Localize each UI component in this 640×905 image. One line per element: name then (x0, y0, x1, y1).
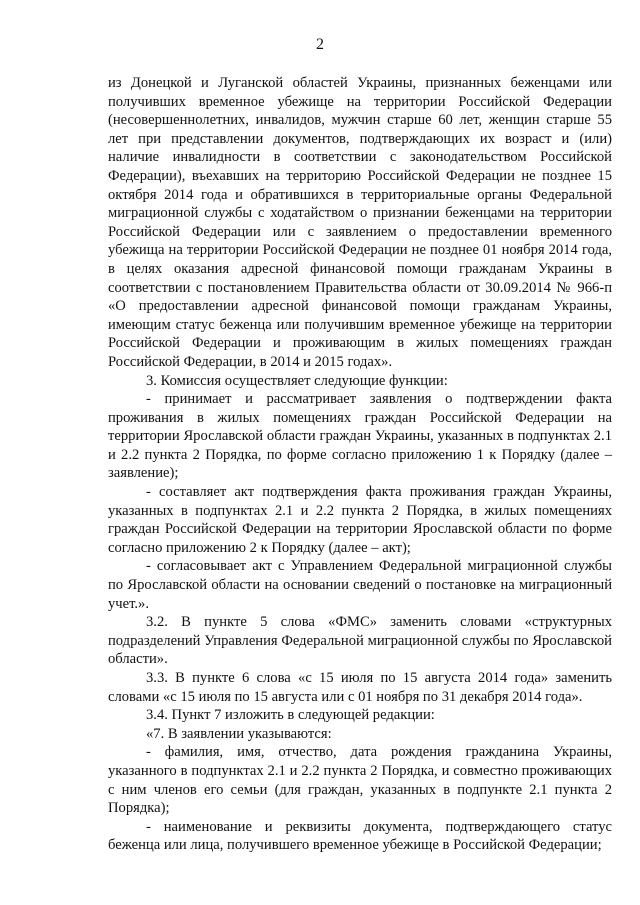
paragraph-3-2: 3.2. В пункте 5 слова «ФМС» заменить словами «структурных подразделений Управления Федеральной миграционной службы по Ярославской области». (108, 614, 612, 668)
paragraph-commission-functions: 3. Комиссия осуществляет следующие функции: (146, 372, 448, 389)
paragraph-3-3: 3.3. В пункте 6 слова «с 15 июля по 15 августа 2014 года» заменить словами «с 15 июля по 15 августа или с 01 ноября по 31 декабря 2014 года». (108, 670, 612, 705)
paragraph-function-agrees: - согласовывает акт с Управлением Федеральной миграционной службы по Ярославской области на основании сведений о постановке на миграционный учет.». (108, 558, 612, 612)
paragraph-function-act: - составляет акт подтверждения факта проживания граждан Украины, указанных в подпунктах 2.1 и 2.2 пункта 2 Порядка, в жилых помещениях граждан Российской Федерации на территории Ярославской области по форме согласно приложению 2 к Порядку (далее – акт); (108, 484, 612, 556)
paragraph-7-heading: «7. В заявлении указываются: (146, 725, 332, 742)
paragraph-7-name-item: - фамилия, имя, отчество, дата рождения гражданина Украины, указанного в подпунктах 2.1 и 2.2 пункта 2 Порядка, и совместно проживающих с ним членов его семьи (для граждан, указанных в подпункте 2.1 пункта 2 Порядка); (108, 744, 612, 817)
page-number: 2 (316, 36, 324, 53)
document-body (108, 74, 612, 855)
paragraph-3-4: 3.4. Пункт 7 изложить в следующей редакции: (146, 707, 435, 724)
paragraph-7-document-item: - наименование и реквизиты документа, подтверждающего статус беженца или лица, получившего временное убежище в Российской Федерации; (108, 818, 612, 854)
paragraph-function-accepts: - принимает и рассматривает заявления о подтверждении факта проживания в жилых помещениях граждан Российской Федерации на территории Ярославской области граждан Украины, указанных в подпунктах 2.1 и 2.2 пункта 2 Порядка, по форме согласно приложению 1 к Порядку (далее – заявление); (108, 391, 612, 482)
paragraph-continuation: из Донецкой и Луганской областей Украины, признанных беженцами или получивших временное убежище на территории Российской Федерации (несовершеннолетних, инвалидов, мужчин старше 60 лет, женщин старше 55 лет при представлении документов, подтверждающих их возраст и (или) наличие инвалидности в соответствии с законодательством Российской Федерации), въехавших на территорию Российской Федерации не позднее 15 октября 2014 года и обратившихся в территориальные органы Федеральной миграционной службы с ходатайством о признании беженцами на территории Российской Федерации или с заявлением о предоставлении временного убежища на территории Российской Федерации не позднее 01 ноября 2014 года, в целях оказания адресной финансовой помощи гражданам Украины в соответствии с постановлением Правительства области от 30.09.2014 № 966-п «О предоставлении адресной финансовой помощи гражданам Украины, имеющим статус беженца или получившим временное убежище на территории Российской Федерации и проживающим в жилых помещениях граждан Российской Федерации, в 2014 и 2015 годах». (108, 75, 612, 370)
